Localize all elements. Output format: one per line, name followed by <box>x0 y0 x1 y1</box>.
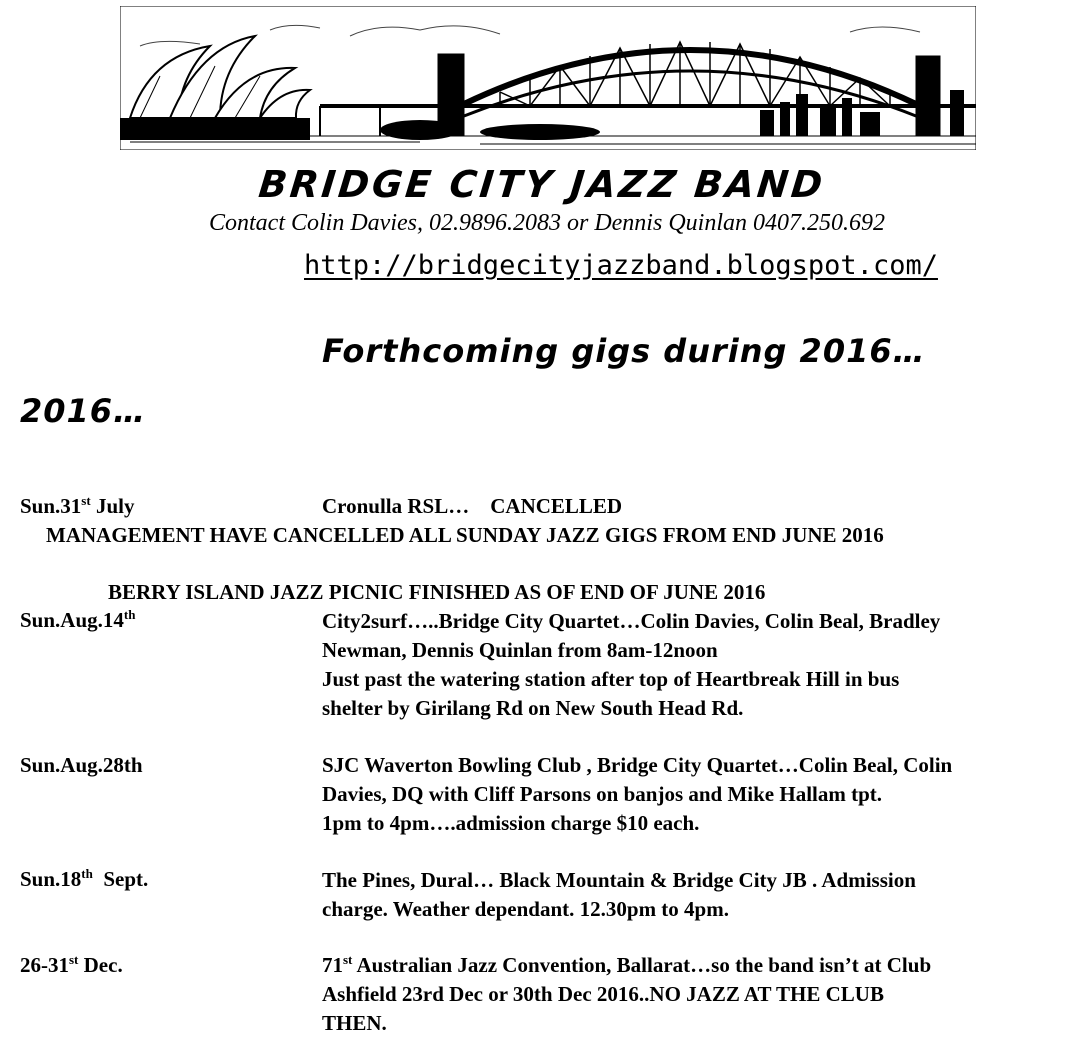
gig-line: The Pines, Dural… Black Mountain & Bridge City JB . Admission <box>322 868 916 892</box>
gig-line: Ashfield 23rd Dec or 30th Dec 2016..NO JAZZ AT THE CLUB <box>322 982 884 1006</box>
gig-line: 1pm to 4pm….admission charge $10 each. <box>322 811 700 835</box>
gig-line: SJC Waverton Bowling Club , Bridge City Quartet…Colin Beal, Colin <box>322 753 953 777</box>
gig-line: 71st Australian Jazz Convention, Ballarat…so the band isn’t at Club <box>322 952 932 977</box>
gig-line: THEN. <box>322 1011 387 1035</box>
gig-line: City2surf…..Bridge City Quartet…Colin Davies, Colin Beal, Bradley <box>322 609 941 633</box>
gig-line: Davies, DQ with Cliff Parsons on banjos and Mike Hallam tpt. <box>322 782 883 806</box>
band-name: BRIDGE CITY JAZZ BAND <box>256 163 828 206</box>
blog-link[interactable]: http://bridgecityjazzband.blogspot.com/ <box>304 250 938 281</box>
notice-sunday-gigs: MANAGEMENT HAVE CANCELLED ALL SUNDAY JAZZ GIGS FROM END JUNE 2016 <box>46 523 884 547</box>
gig-line: charge. Weather dependant. 12.30pm to 4pm. <box>322 897 729 921</box>
sydney-harbour-banner <box>120 6 976 150</box>
year-label: 2016… <box>20 392 147 430</box>
gig-date: Sun.Aug.28th <box>20 753 143 777</box>
gig-line: Newman, Dennis Quinlan from 8am-12noon <box>322 638 718 662</box>
gig-line: shelter by Girilang Rd on New South Head Rd. <box>322 696 744 720</box>
contact-info: Contact Colin Davies, 02.9896.2083 or Dennis Quinlan 0407.250.692 <box>209 210 885 236</box>
gig-line: Just past the watering station after top of Heartbreak Hill in bus <box>322 667 900 691</box>
gig-date: Sun.18th Sept. <box>20 866 149 891</box>
notice-berry-island: BERRY ISLAND JAZZ PICNIC FINISHED AS OF END OF JUNE 2016 <box>108 580 766 604</box>
gig-date: Sun.31st July <box>20 493 135 518</box>
gig-date: Sun.Aug.14th <box>20 607 136 632</box>
gig-description: Cronulla RSL… CANCELLED <box>322 494 623 518</box>
gigs-heading: Forthcoming gigs during 2016… <box>322 332 926 370</box>
gig-date: 26-31st Dec. <box>20 952 123 977</box>
